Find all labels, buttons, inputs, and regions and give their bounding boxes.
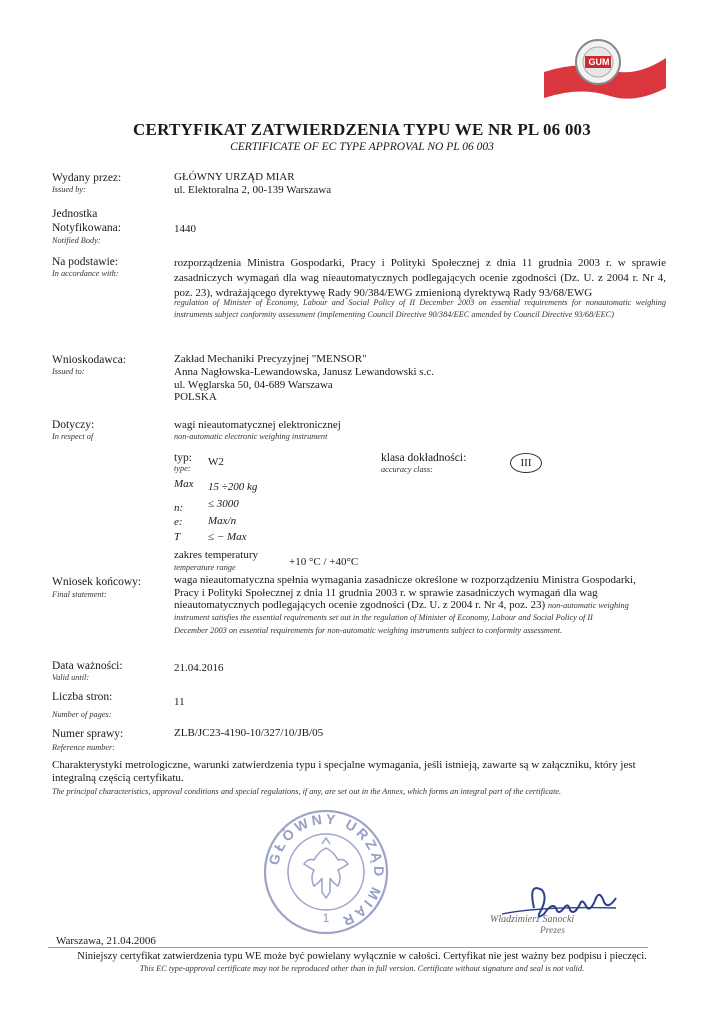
final-line-3-pl: nieautomatycznych podlegających ocenie zgodności (Dz. U. z 2004 r. Nr 4, poz. 23) [174, 599, 546, 611]
final-en-line-3: December 2003 on essential requirements for non-automatic weighing instruments subject to conformity assessment. [174, 626, 563, 635]
footer-divider [48, 947, 648, 948]
temperature-value: +10 °C / +40°C [289, 556, 359, 568]
place-date: Warszawa, 21.04.2006 [56, 935, 156, 947]
t-label: T [174, 531, 181, 543]
annex-line-1: Charakterystyki metrologiczne, warunki zatwierdzenia typu i specjalne wymagania, jeśli istnieją, zawarte są w załączniku, który jest [52, 759, 636, 771]
certificate-subtitle: CERTIFICATE OF EC TYPE APPROVAL NO PL 06 003 [230, 141, 494, 153]
final-line-2: Pracy i Polityki Społecznej z dnia 11 grudnia 2003 r. w sprawie zasadniczych wymagań dla wag [174, 587, 598, 599]
issued-by-label: Wydany przez: [52, 172, 122, 184]
type-label-en: type: [174, 464, 191, 473]
valid-until-label-en: Valid until: [52, 673, 90, 682]
seal-ring-text: GŁÓWNY URZĄD MIAR [265, 810, 388, 931]
reference-value: ZLB/JC23-4190-10/327/10/JB/05 [174, 727, 324, 739]
footer-text: Niniejszy certyfikat zatwierdzenia typu WE może być powielany wyłącznie w całości. Certyfikat nie jest ważny bez podpisu i pieczęci. [77, 951, 647, 962]
temperature-label: zakres temperatury [174, 549, 258, 561]
valid-until-value: 21.04.2016 [174, 662, 224, 674]
applicant-label-en: Issued to: [52, 367, 85, 376]
final-line-3-en: non-automatic weighing [547, 601, 629, 610]
t-value: ≤ − Max [208, 531, 247, 543]
pages-label: Liczba stron: [52, 691, 113, 703]
max-label: Max [174, 478, 194, 490]
accuracy-class-label-en: accuracy class: [381, 465, 433, 474]
applicant-line-4: POLSKA [174, 391, 217, 403]
applicant-line-2: Anna Nagłowska-Lewandowska, Janusz Lewandowski s.c. [174, 366, 434, 378]
n-label: n: [174, 502, 184, 514]
basis-text-en: regulation of Minister of Economy, Labour and Social Policy of II December 2003 on essential requirements for nonautomatic weighing instruments subject conformity assessment (implementing Council Directive 90/384/EEC amended by Council Directive 93/68/EEC) [174, 298, 666, 319]
basis-label: Na podstawie: [52, 256, 119, 268]
notified-body-label-en: Notified Body: [52, 236, 101, 245]
footer-text-en: This EC type-approval certificate may not be reproduced other than in full version. Certificate without signature and seal is not valid. [139, 964, 585, 973]
max-value: 15 ÷200 kg [208, 481, 258, 493]
signature [482, 868, 632, 938]
issuer-address: ul. Elektoralna 2, 00-139 Warszawa [174, 184, 332, 196]
final-line-1: waga nieautomatyczna spełnia wymagania zasadnicze określone w rozporządzeniu Ministra Gospodarki, [174, 574, 636, 586]
pages-value: 11 [174, 696, 185, 708]
issuer-name: GŁÓWNY URZĄD MIAR [174, 171, 295, 183]
e-label: e: [174, 516, 183, 528]
reference-label-en: Reference number: [52, 743, 116, 752]
final-line-3 [174, 599, 629, 613]
reference-label: Numer sprawy: [52, 728, 124, 740]
final-en-line-2: instrument satisfies the essential requirements set out in the regulation of Minister of Economy, Labour and Social Policy of II [174, 613, 593, 622]
applicant-line-1: Zakład Mechaniki Precyzyjnej "MENSOR" [174, 353, 367, 365]
notified-body-label-2: Notyfikowana: [52, 222, 121, 234]
final-statement-label: Wniosek końcowy: [52, 576, 142, 588]
applicant-line-3: ul. Węglarska 50, 04-689 Warszawa [174, 379, 333, 391]
applicant-label: Wnioskodawca: [52, 354, 127, 366]
annex-text-en: The principal characteristics, approval conditions and special regulations, if any, are set out in the Annex, which forms an integral part of the certificate. [52, 787, 562, 796]
signatory-name: Władzimierz Sanocki [490, 914, 575, 925]
n-value: ≤ 3000 [208, 498, 239, 510]
accuracy-class-label: klasa dokładności: [381, 452, 467, 464]
notified-body-number: 1440 [174, 223, 196, 235]
notified-body-label-1: Jednostka [52, 208, 98, 220]
pages-label-en: Number of pages: [52, 710, 112, 719]
certificate-title: CERTYFIKAT ZATWIERDZENIA TYPU WE NR PL 06 003 [133, 120, 591, 139]
signatory-role: Prezes [540, 926, 565, 936]
valid-until-label: Data ważności: [52, 660, 123, 672]
concerns-value-en: non-automatic electronic weighing instrument [174, 432, 328, 441]
basis-label-en: In accordance with: [52, 269, 119, 278]
official-seal [262, 808, 390, 936]
concerns-label: Dotyczy: [52, 419, 95, 431]
type-value: W2 [208, 456, 224, 468]
temperature-label-en: temperature range [174, 563, 236, 572]
issued-by-label-en: Issued by: [52, 185, 86, 194]
type-label: typ: [174, 452, 192, 464]
accuracy-class-value: III [510, 453, 542, 473]
seal-number: 1 [322, 911, 330, 925]
e-value: Max/n [208, 515, 237, 527]
gum-logo [540, 30, 670, 105]
concerns-value: wagi nieautomatycznej elektronicznej [174, 419, 341, 431]
concerns-label-en: In respect of [52, 432, 94, 441]
annex-line-2: integralną częścią certyfikatu. [52, 772, 184, 784]
basis-text: rozporządzenia Ministra Gospodarki, Pracy i Polityki Społecznej z dnia 11 grudnia 2003 r. w sprawie zasadniczych wymagań dla wag nieautomatycznych podlegających ocenie zgodności (Dz. U. z 2004 r. Nr 4, poz. 23), wdrażającego dyrektywę Rady 90/384/EWG zmienioną dyrektywą Rady 93/68/EWG [174, 257, 666, 299]
final-statement-label-en: Final statement: [52, 590, 107, 599]
logo-text: GUM [588, 57, 610, 67]
